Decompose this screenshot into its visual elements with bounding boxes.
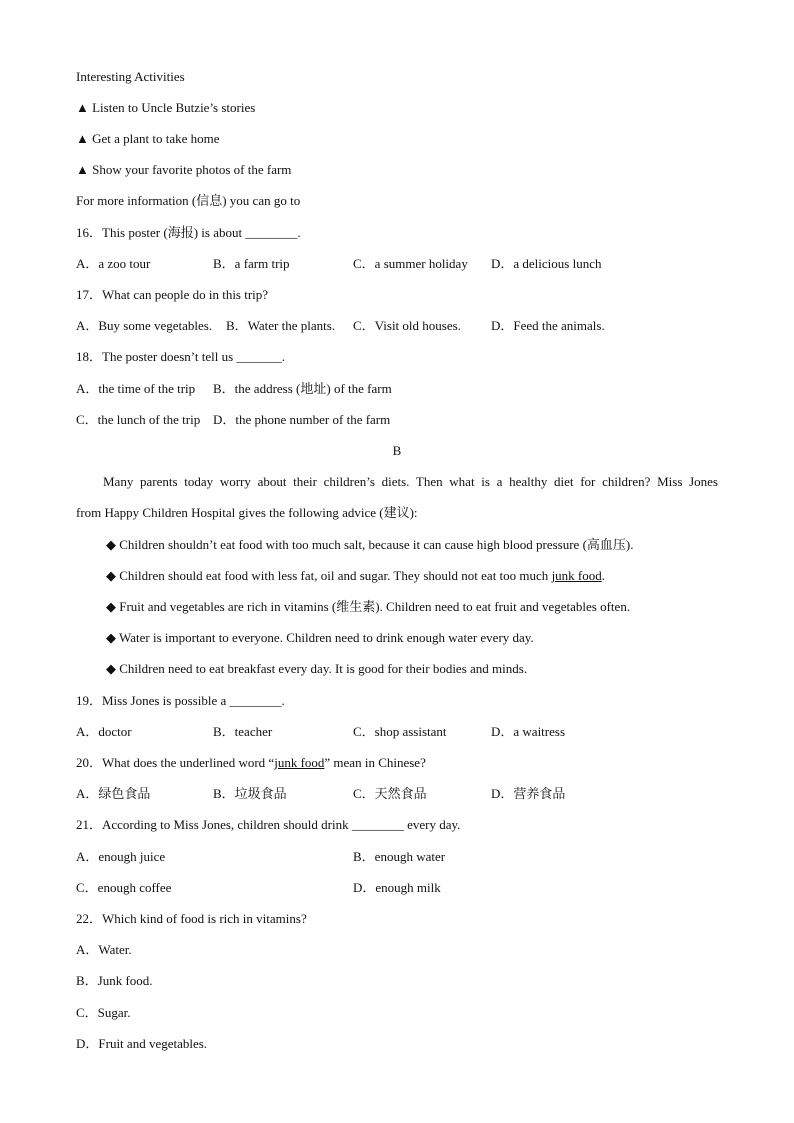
junk-food-underlined: junk food — [274, 755, 325, 770]
activity-item: ▲ Get a plant to take home — [76, 131, 220, 146]
question-20-stem — [76, 754, 426, 772]
q19-option-d: D．a waitress — [491, 724, 566, 739]
section-b-intro-line2: from Happy Children Hospital gives the following advice (建议): — [76, 505, 418, 520]
advice-item — [106, 567, 605, 585]
q22-option-a: A．Water. — [76, 942, 132, 957]
q21-option-c: C．enough coffee — [76, 880, 172, 895]
advice-item: ◆ Water is important to everyone. Children need to drink enough water every day. — [106, 630, 534, 645]
more-info-text: For more information (信息) you can go to — [76, 193, 301, 208]
q21-option-a: A．enough juice — [76, 849, 166, 864]
q18-option-d: D．the phone number of the farm — [213, 412, 391, 427]
section-b-intro-line1: Many parents today worry about their children’s diets. Then what is a healthy diet for children? Miss Jones — [103, 474, 718, 489]
junk-food-underlined: junk food — [551, 568, 602, 583]
advice-text: ◆ Children should eat food with less fat, oil and sugar. They should not eat too much — [106, 568, 552, 583]
question-19-stem: 19．Miss Jones is possible a ________. — [76, 693, 285, 708]
activity-item: ▲ Show your favorite photos of the farm — [76, 162, 292, 177]
q20-option-b: B．垃圾食品 — [213, 786, 287, 801]
activity-item: ▲ Listen to Uncle Butzie’s stories — [76, 100, 256, 115]
section-b-label: B — [392, 443, 402, 458]
question-18-stem: 18．The poster doesn’t tell us _______. — [76, 349, 286, 364]
q20-option-a: A．绿色食品 — [76, 786, 151, 801]
q21-option-d: D．enough milk — [353, 880, 441, 895]
stem-text: 20．What does the underlined word “ — [76, 755, 275, 770]
stem-text: ” mean in Chinese? — [324, 755, 426, 770]
q18-option-b: B．the address (地址) of the farm — [213, 381, 392, 396]
q19-option-b: B．teacher — [213, 724, 273, 739]
q17-option-a: A．Buy some vegetables. — [76, 318, 213, 333]
q17-option-c: C．Visit old houses. — [353, 318, 461, 333]
q18-option-a: A．the time of the trip — [76, 381, 196, 396]
q17-option-b: B．Water the plants. — [226, 318, 336, 333]
q16-option-a: A．a zoo tour — [76, 256, 151, 271]
q17-option-d: D．Feed the animals. — [491, 318, 605, 333]
question-21-stem: 21．According to Miss Jones, children should drink ________ every day. — [76, 817, 461, 832]
q20-option-d: D．营养食品 — [491, 786, 566, 801]
q22-option-d: D．Fruit and vegetables. — [76, 1036, 208, 1051]
q18-option-c: C．the lunch of the trip — [76, 412, 201, 427]
q22-option-b: B．Junk food. — [76, 973, 153, 988]
advice-item: ◆ Children shouldn’t eat food with too much salt, because it can cause high blood pressure (高血压). — [106, 537, 634, 552]
q22-option-c: C．Sugar. — [76, 1005, 131, 1020]
poster-heading: Interesting Activities — [76, 69, 185, 84]
q20-option-c: C．天然食品 — [353, 786, 427, 801]
q16-option-d: D．a delicious lunch — [491, 256, 602, 271]
question-17-stem: 17．What can people do in this trip? — [76, 287, 269, 302]
q16-option-c: C．a summer holiday — [353, 256, 468, 271]
q19-option-a: A．doctor — [76, 724, 132, 739]
advice-item: ◆ Fruit and vegetables are rich in vitamins (维生素). Children need to eat fruit and vegetables often. — [106, 599, 631, 614]
q19-option-c: C．shop assistant — [353, 724, 447, 739]
question-16-stem: 16．This poster (海报) is about ________. — [76, 225, 301, 240]
advice-item: ◆ Children need to eat breakfast every day. It is good for their bodies and minds. — [106, 661, 528, 676]
question-22-stem: 22．Which kind of food is rich in vitamins? — [76, 911, 307, 926]
q16-option-b: B．a farm trip — [213, 256, 290, 271]
advice-text: . — [601, 568, 606, 583]
q21-option-b: B．enough water — [353, 849, 446, 864]
